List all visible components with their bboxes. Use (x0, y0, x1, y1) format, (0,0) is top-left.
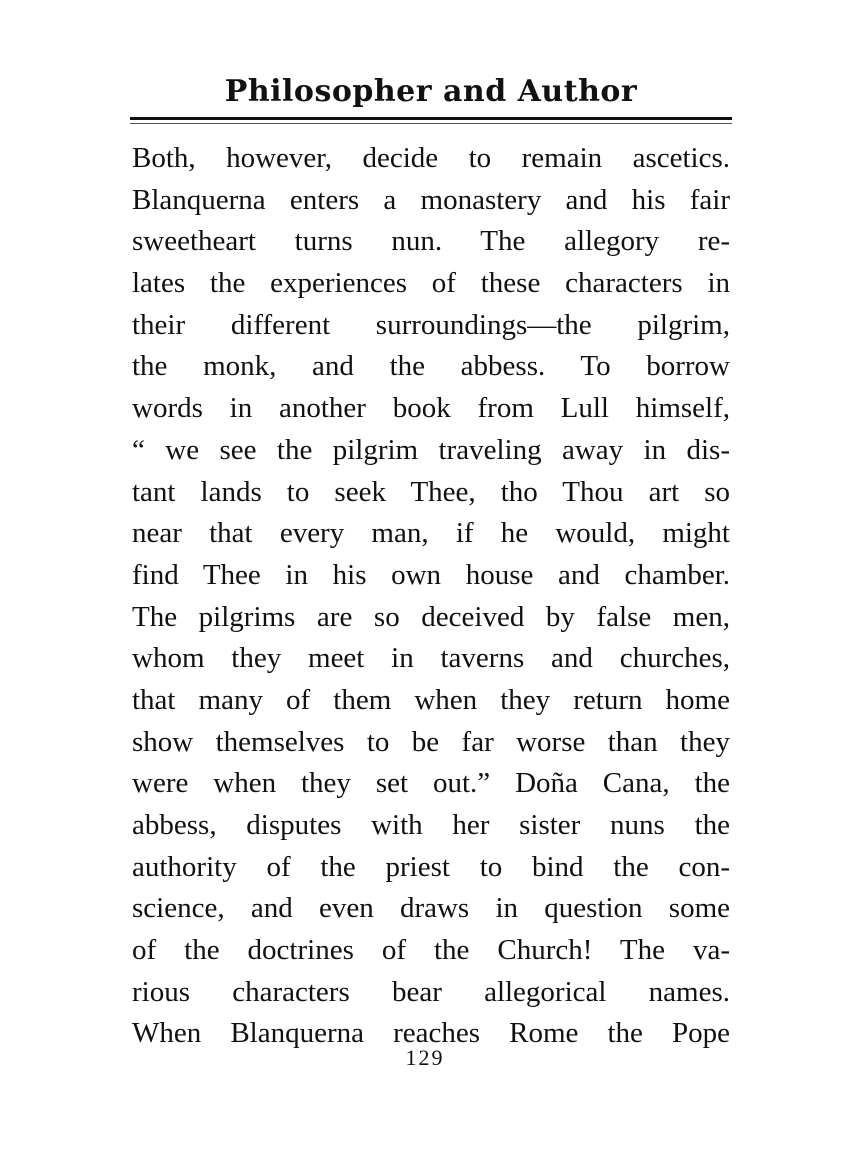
text-line: were when they set out.” Doña Cana, the (132, 767, 730, 800)
header-rule (130, 117, 732, 120)
text-line: authority of the priest to bind the con- (132, 850, 730, 883)
page-number: 129 (405, 1045, 445, 1070)
text-line: show themselves to be far worse than they (132, 725, 730, 758)
text-line: find Thee in his own house and chamber. (132, 558, 730, 591)
text-line: words in another book from Lull himself, (132, 392, 730, 425)
text-line: When Blanquerna reaches Rome the Pope (132, 1017, 730, 1050)
text-line: near that every man, if he would, might (132, 517, 730, 550)
text-line: tant lands to seek Thee, tho Thou art so (132, 475, 730, 508)
text-line: their different surroundings—the pilgrim, (132, 308, 730, 341)
text-line: “ we see the pilgrim traveling away in dis- (132, 433, 730, 466)
text-line: science, and even draws in question some (132, 892, 730, 925)
text-line: Both, however, decide to remain ascetics. (132, 142, 730, 174)
text-line: that many of them when they return home (132, 683, 730, 716)
body-text (132, 138, 730, 1055)
text-line: lates the experiences of these characters in (132, 267, 730, 300)
running-head: Philosopher and Author (224, 74, 638, 109)
text-line: of the doctrines of the Church! The va- (132, 934, 730, 967)
text-line: sweetheart turns nun. The allegory re- (132, 225, 730, 258)
text-line: The pilgrims are so deceived by false men, (132, 600, 730, 633)
text-line: whom they meet in taverns and churches, (132, 642, 730, 675)
header-rule-thin (130, 123, 732, 124)
text-line: the monk, and the abbess. To borrow (132, 350, 730, 383)
text-line: abbess, disputes with her sister nuns the (132, 809, 730, 841)
text-line: rious characters bear allegorical names. (132, 975, 730, 1008)
text-line: Blanquerna enters a monastery and his fair (132, 183, 730, 216)
